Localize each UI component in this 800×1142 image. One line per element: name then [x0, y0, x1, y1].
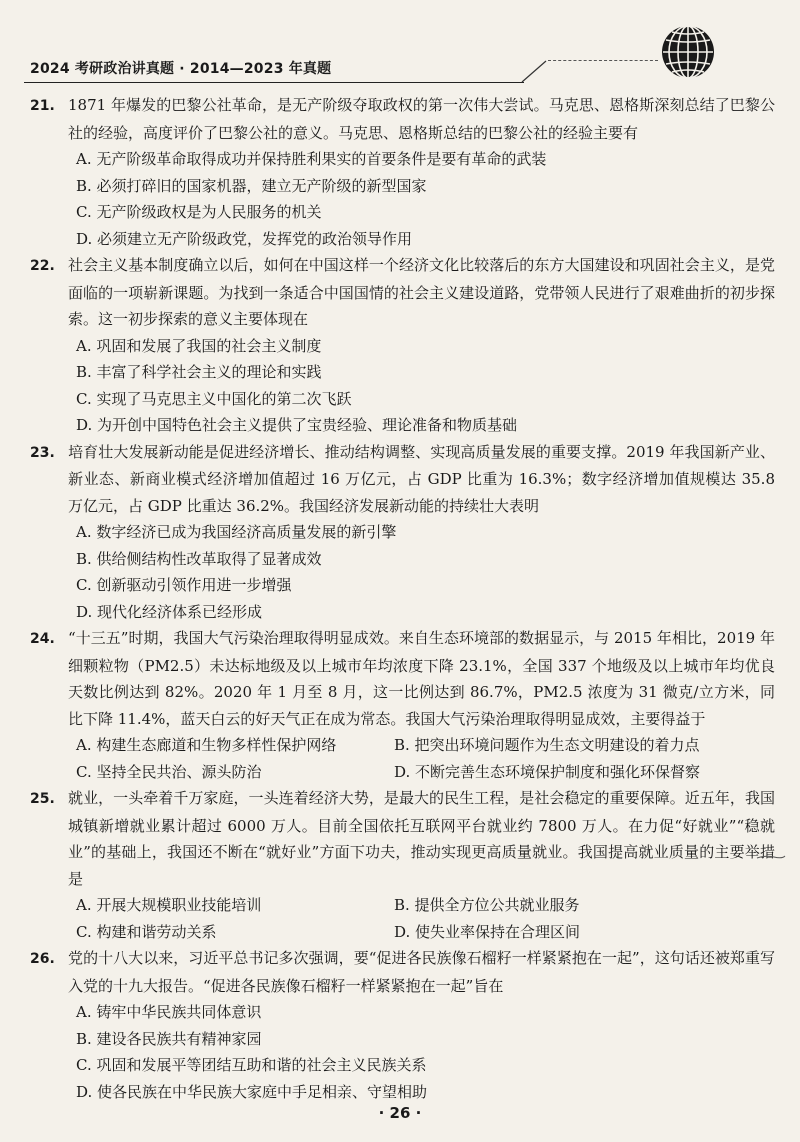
option-a: A. 无产阶级革命取得成功并保持胜利果实的首要条件是要有革命的武装 [76, 150, 547, 168]
question-number: 23. [30, 444, 55, 461]
option-b: B. 提供全方位公共就业服务 [394, 896, 580, 914]
option-grid [30, 892, 775, 945]
option-c: C. 实现了马克思主义中国化的第二次飞跃 [76, 389, 352, 408]
option-c: C. 构建和谐劳动关系 [76, 922, 217, 941]
option-d: D. 必须建立无产阶级政党，发挥党的政治领导作用 [76, 229, 413, 248]
question-number: 21. [30, 98, 55, 114]
option-d: D. 现代化经济体系已经形成 [76, 602, 263, 621]
option-c: C. 无产阶级政权是为人民服务的机关 [76, 203, 322, 221]
option-a: A. 铸牢中华民族共同体意识 [76, 1003, 262, 1021]
option-d: D. 为开创中国特色社会主义提供了宝贵经验、理论准备和物质基础 [76, 416, 518, 434]
book-title: 2024 考研政治讲真题 · 2014—2023 年真题 [30, 61, 332, 77]
option-b: B. 供给侧结构性改革取得了显著成效 [76, 549, 322, 568]
option-d: D. 使失业率保持在合理区间 [394, 922, 581, 941]
header-dashed-rule [548, 60, 658, 61]
option-d: D. 使各民族在中华民族大家庭中手足相亲、守望相助 [76, 1082, 428, 1101]
question-number: 26. [30, 951, 55, 967]
question-stem: 就业，一头牵着千万家庭，一头连着经济大势，是最大的民生工程，是社会稳定的重要保障。近五年，我国城镇新增就业累计超过 6000 万人。目前全国依托互联网平台就业约 7800 万人。在力促“好就业”“稳就业”的基础上，我国还不断在“就好业”方面下功夫，推动实现更高质量就业。我国提高就业质量的主要举措是 [68, 789, 775, 888]
question-stem: 党的十八大以来，习近平总书记多次强调，要“促进各民族像石榴籽一样紧紧抱在一起”，这句话还被郑重写入党的十九大报告。“促进各民族像石榴籽一样紧紧抱在一起”旨在 [68, 949, 775, 995]
page-header [0, 0, 800, 95]
question-23 [30, 439, 775, 626]
question-22 [30, 252, 775, 439]
question-stem: 社会主义基本制度确立以后，如何在中国这样一个经济文化比较落后的东方大国建设和巩固社会主义，是党面临的一项崭新课题。为找到一条适合中国国情的社会主义建设道路，党带领人民进行了艰难曲折的初步探索。这一初步探索的意义主要体现在 [68, 256, 775, 328]
question-stem: “十三五”时期，我国大气污染治理取得明显成效。来自生态环境部的数据显示，与 2015 年相比，2019 年细颗粒物（PM2.5）未达标地级及以上城市年均浓度下降 23.1%，全国 337 个地级及以上城市年均优良天数比例达到 82%。2020 年 1 月至 8 月，这一比例达到 86.7%，PM2.5 浓度为 31 微克/立方米，同比下降 11.4%，蓝天白云的好天气正在成为常态。我国大气污染治理取得明显成效，主要得益于 [68, 629, 775, 728]
option-b: B. 建设各民族共有精神家园 [76, 1029, 262, 1048]
page-number: · 26 · [378, 1104, 422, 1122]
question-24 [30, 625, 775, 785]
margin-mark [756, 852, 786, 862]
option-a: A. 数字经济已成为我国经济高质量发展的新引擎 [76, 523, 397, 541]
option-c: C. 创新驱动引领作用进一步增强 [76, 576, 292, 594]
option-a: A. 构建生态廊道和生物多样性保护网络 [76, 736, 337, 754]
question-stem: 1871 年爆发的巴黎公社革命，是无产阶级夺取政权的第一次伟大尝试。马克思、恩格斯深刻总结了巴黎公社的经验，高度评价了巴黎公社的意义。马克思、恩格斯总结的巴黎公社的经验主要有 [68, 96, 775, 142]
header-divider [520, 60, 550, 84]
option-b: B. 丰富了科学社会主义的理论和实践 [76, 363, 322, 381]
question-number: 22. [30, 258, 55, 274]
question-number: 24. [30, 631, 55, 647]
question-stem: 培育壮大发展新动能是促进经济增长、推动结构调整、实现高质量发展的重要支撑。2019 年我国新产业、新业态、新商业模式经济增加值超过 16 万亿元，占 GDP 比重为 16.3%；数字经济增加值规模达 35.8 万亿元，占 GDP 比重达 36.2%。我国经济发展新动能的持续壮大表明 [68, 442, 775, 515]
option-b: B. 必须打碎旧的国家机器，建立无产阶级的新型国家 [76, 176, 427, 195]
question-21 [30, 92, 775, 252]
option-a: A. 开展大规模职业技能培训 [76, 896, 262, 914]
option-b: B. 把突出环境问题作为生态文明建设的着力点 [394, 736, 700, 754]
option-grid [30, 732, 775, 785]
question-number: 25. [30, 791, 55, 807]
option-d: D. 不断完善生态环境保护制度和强化环保督察 [394, 762, 701, 781]
globe-icon [660, 24, 716, 80]
option-c: C. 巩固和发展平等团结互助和谐的社会主义民族关系 [76, 1056, 427, 1074]
option-a: A. 巩固和发展了我国的社会主义制度 [76, 336, 322, 355]
header-rule [24, 82, 524, 83]
option-c: C. 坚持全民共治、源头防治 [76, 762, 262, 781]
question-25 [30, 785, 775, 945]
question-list [30, 92, 775, 1105]
question-26 [30, 945, 775, 1105]
